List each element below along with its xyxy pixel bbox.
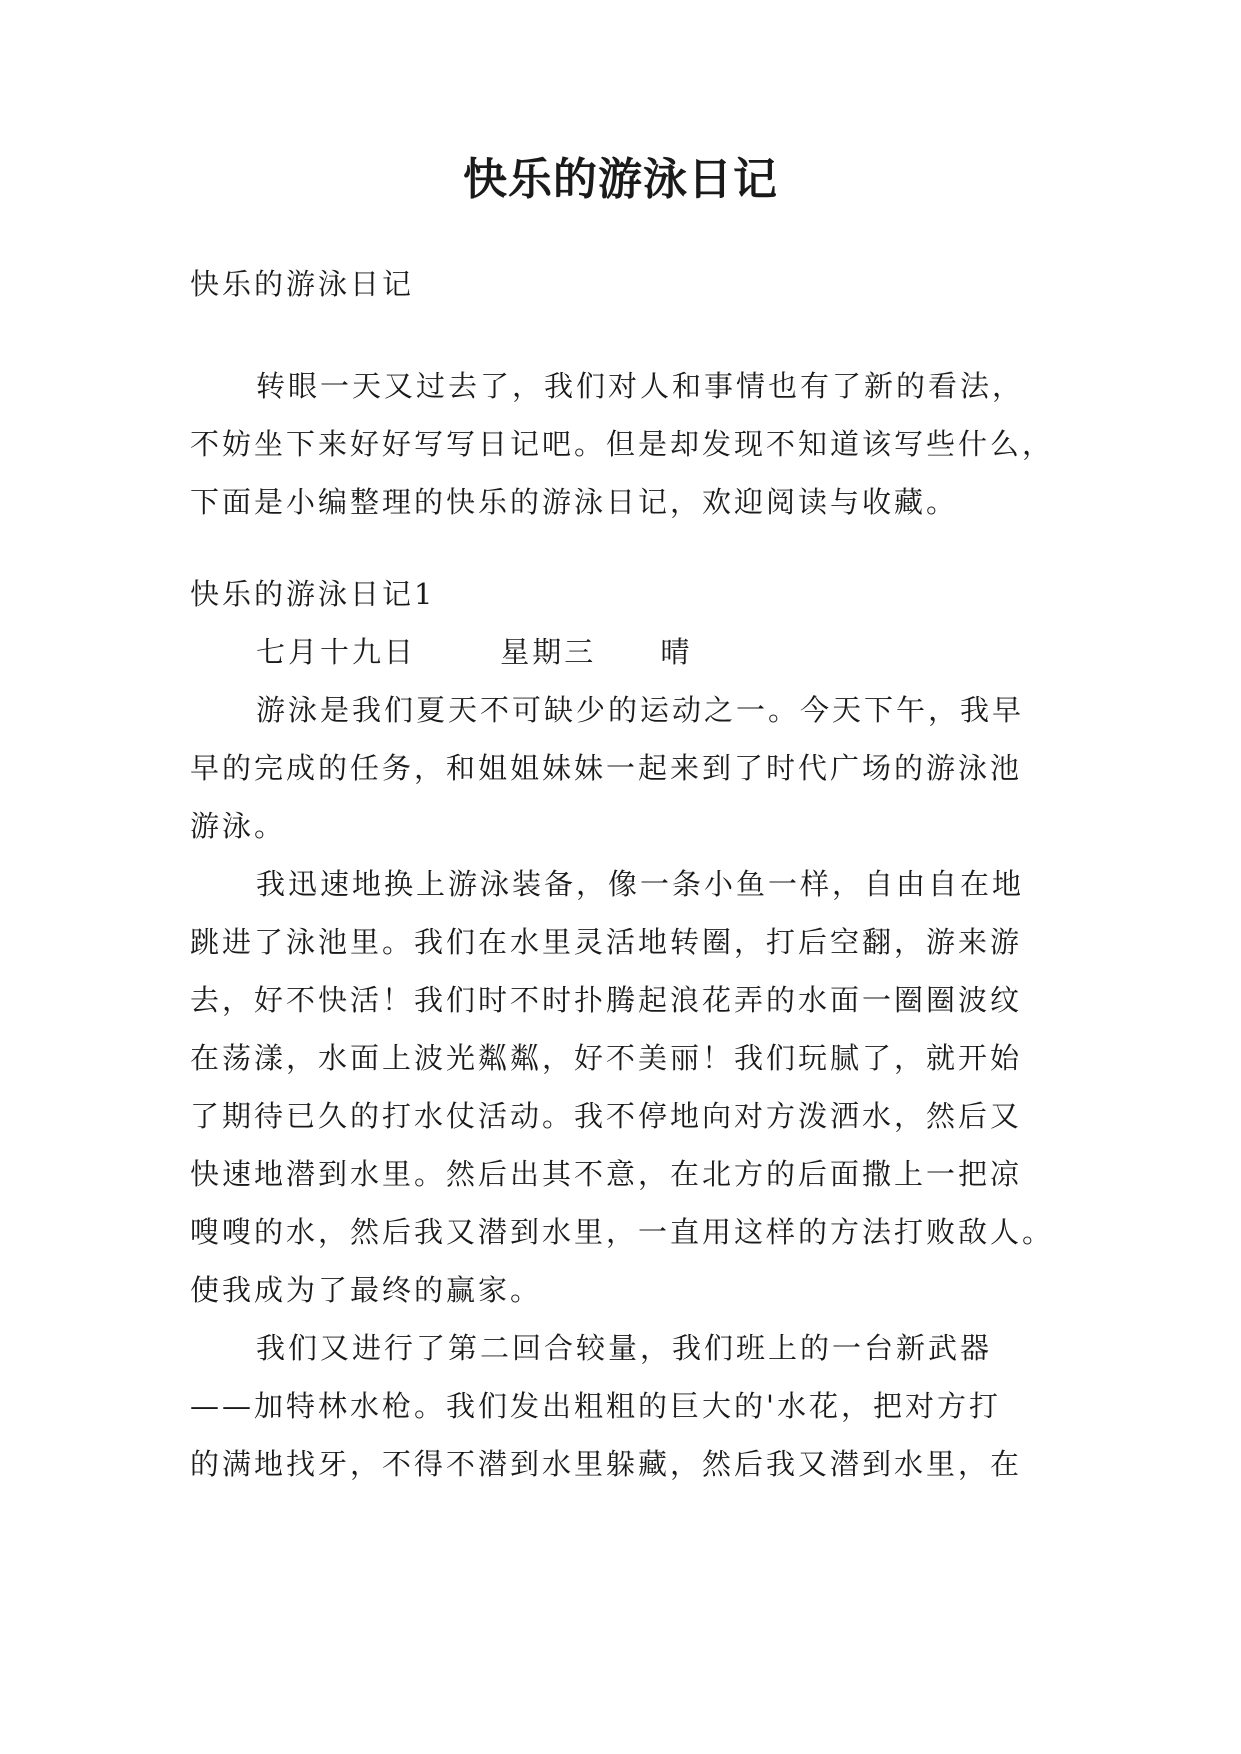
page-title: 快乐的游泳日记 (463, 154, 778, 205)
paragraph-line: 游泳。 (190, 809, 287, 843)
date-line (190, 623, 1070, 681)
paragraph-line: 在荡漾，水面上波光粼粼，好不美丽！我们玩腻了，就开始 (190, 1041, 1023, 1075)
paragraph-line: 快速地潜到水里。然后出其不意，在北方的后面撒上一把凉 (190, 1157, 1023, 1191)
paragraph-line: 游泳是我们夏天不可缺少的运动之一。今天下午，我早 (256, 693, 1025, 727)
document-subtitle: 快乐的游泳日记 (190, 267, 415, 301)
paragraph-line: 去，好不快活！我们时不时扑腾起浪花弄的水面一圈圈波纹 (190, 983, 1023, 1017)
paragraph-line: 早的完成的任务，和姐姐妹妹一起来到了时代广场的游泳池 (190, 751, 1023, 785)
entry-weekday: 星期三 (500, 635, 597, 669)
paragraph-line: 我们又进行了第二回合较量，我们班上的一台新武器 (256, 1331, 993, 1365)
paragraph-line: 了期待已久的打水仗活动。我不停地向对方泼洒水，然后又 (190, 1099, 1023, 1133)
paragraph-line: 跳进了泳池里。我们在水里灵活地转圈，打后空翻，游来游 (190, 925, 1023, 959)
entry-weather: 晴 (660, 635, 693, 669)
intro-paragraph (190, 357, 1070, 531)
section-heading: 快乐的游泳日记1 (190, 577, 436, 611)
intro-line: 下面是小编整理的快乐的游泳日记，欢迎阅读与收藏。 (190, 485, 959, 519)
diary-entry (190, 565, 1070, 1493)
paragraph-line: ——加特林水枪。我们发出粗粗的巨大的'水花，把对方打 (190, 1389, 1001, 1423)
intro-line: 不妨坐下来好好写写日记吧。但是却发现不知道该写些什么， (190, 427, 1055, 461)
document-subtitle-block (190, 255, 1070, 313)
paragraph-line: 我迅速地换上游泳装备，像一条小鱼一样，自由自在地 (256, 867, 1025, 901)
paragraph-line: 的满地找牙，不得不潜到水里躲藏，然后我又潜到水里，在 (190, 1447, 1023, 1481)
paragraph-line: 使我成为了最终的赢家。 (190, 1273, 543, 1307)
entry-date: 七月十九日 (256, 635, 417, 669)
paragraph-line: 嗖嗖的水，然后我又潜到水里，一直用这样的方法打败敌人。 (190, 1215, 1055, 1249)
intro-line: 转眼一天又过去了，我们对人和事情也有了新的看法， (256, 369, 1025, 403)
